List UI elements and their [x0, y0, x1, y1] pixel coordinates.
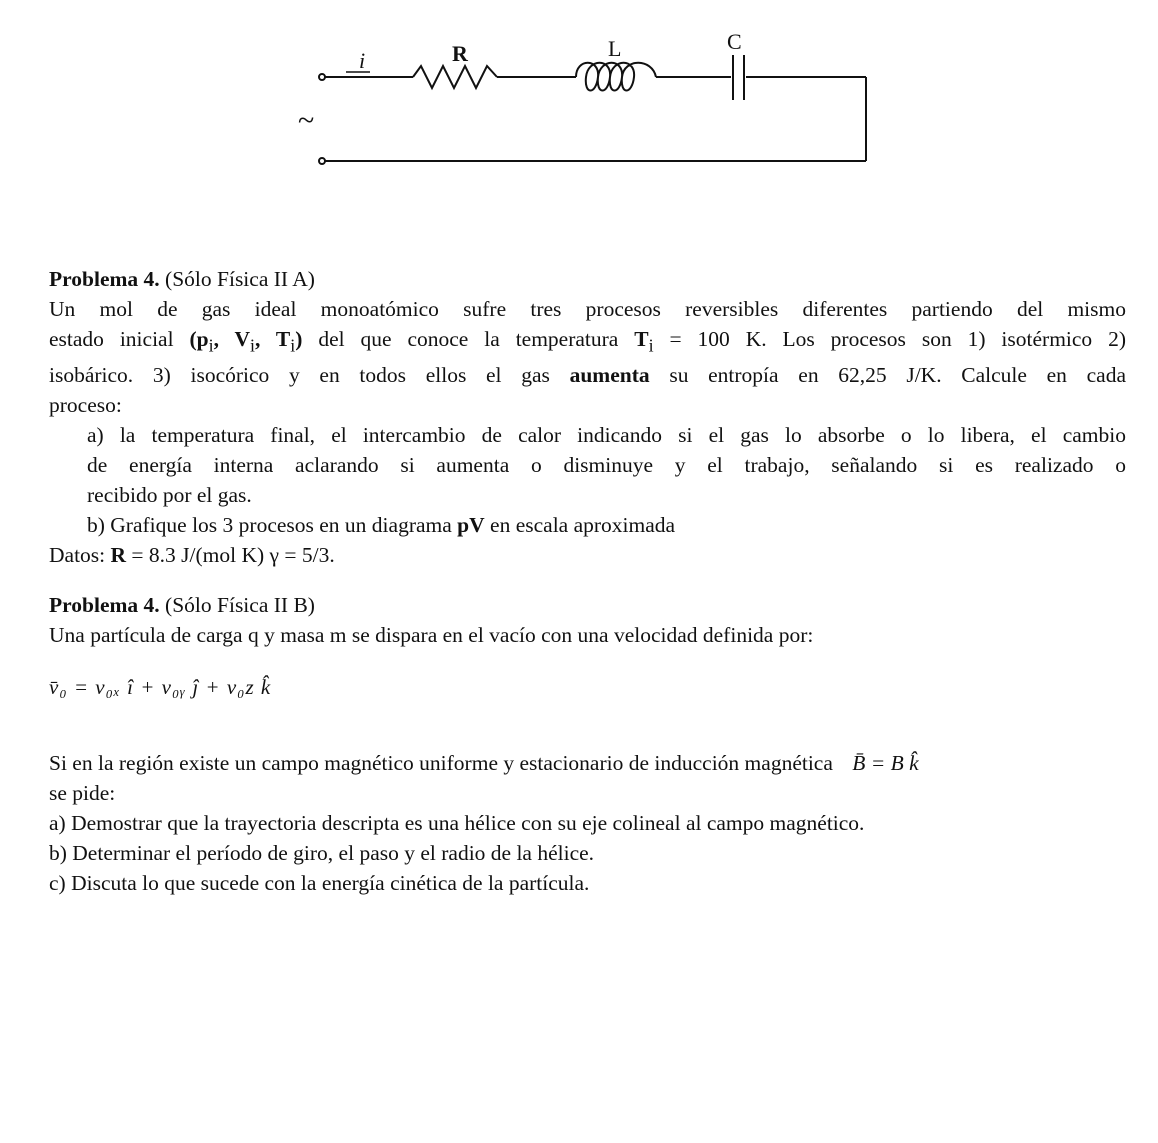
problem-a-line-3: isobárico. 3) isocórico y en todos ellos el gas aumenta su entropía en 62,25 J/K. Calcule en cada	[49, 363, 1126, 388]
problem-a-line-4: proceso:	[49, 393, 122, 418]
problem-a-item-b: b) Grafique los 3 procesos en un diagrama pV en escala aproximada	[87, 513, 676, 538]
problem-b-line-1: Una partícula de carga q y masa m se dispara en el vacío con una velocidad definida por:	[49, 623, 814, 647]
problem-b-item-b: b) Determinar el período de giro, el paso y el radio de la hélice.	[49, 841, 595, 865]
rlc-circuit-diagram	[0, 0, 1158, 200]
inductor-label: L	[608, 36, 622, 61]
problem-a-heading	[49, 264, 1126, 294]
problem-a-item-a: a) la temperatura final, el intercambio de calor indicando si el gas lo absorbe o lo libera, el cambio de energía interna aclarando si aumenta o disminuye y el trabajo, señalando si es realizado o recibido por el gas.	[87, 423, 1126, 508]
field-equation: B̄ = B k̂	[852, 751, 919, 775]
problem-b-heading	[49, 590, 1126, 620]
current-label: i	[359, 48, 366, 73]
problem-b-title: Problema 4.	[49, 593, 160, 617]
ac-source-symbol: ~	[298, 104, 315, 137]
problem-a-section	[49, 264, 1126, 570]
inductor	[576, 63, 656, 91]
problem-a-data: Datos: R = 8.3 J/(mol K) γ = 5/3.	[49, 543, 335, 568]
problem-a-line-1: Un mol de gas ideal monoatómico sufre tres procesos reversibles diferentes partiendo del mismo	[49, 297, 1126, 321]
capacitor-label: C	[727, 29, 742, 54]
problem-a-subtitle: (Sólo Física II A)	[165, 267, 315, 291]
problem-a-title: Problema 4.	[49, 267, 160, 291]
problem-b-line-2: Si en la región existe un campo magnético uniforme y estacionario de inducción magnética B̄ = B k̂	[49, 751, 919, 775]
problem-a-line-2: estado inicial ($p_i$, $V_i$, $T_i$) del que conoce la temperatura $T_i = 100$ K. Los procesos son 1) isotérmico 2)	[49, 327, 1127, 356]
terminal-bottom	[319, 158, 325, 164]
problem-b-line-3: se pide:	[49, 781, 116, 805]
problem-b-section	[49, 590, 1126, 898]
problem-b-item-c: c) Discuta lo que sucede con la energía cinética de la partícula.	[49, 871, 590, 895]
problem-b-item-a: a) Demostrar que la trayectoria descripta es una hélice con su eje colineal al campo magnético.	[49, 811, 865, 835]
resistor-label: R	[452, 41, 468, 66]
problem-b-subtitle: (Sólo Física II B)	[165, 593, 315, 617]
resistor	[413, 66, 497, 88]
velocity-equation: v̄₀ = v₀ₓ î + v₀ᵧ ĵ + v₀z k̂	[49, 675, 272, 699]
terminal-top	[319, 74, 325, 80]
